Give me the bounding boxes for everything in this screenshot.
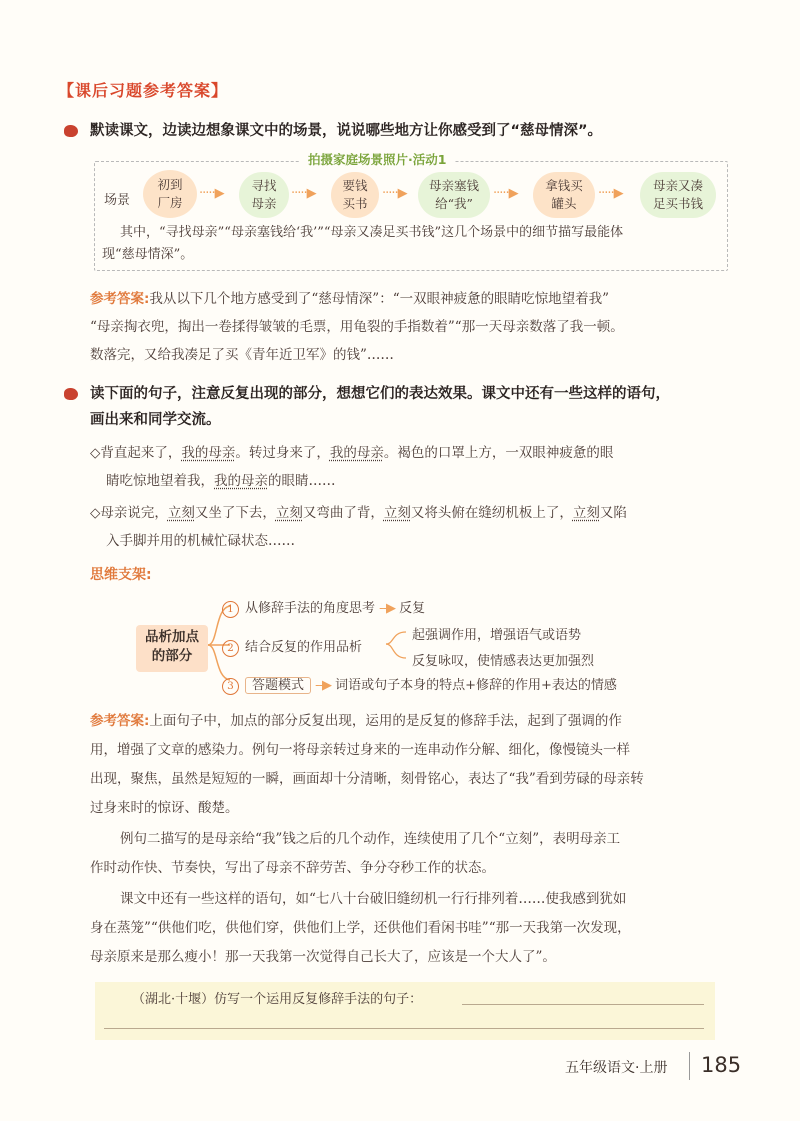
- example-text: 背直起来了，: [100, 445, 182, 461]
- node-line: 母亲塞钱: [428, 178, 479, 193]
- dotted-phrase: 我的母亲: [329, 445, 384, 461]
- bullet-icon: [64, 125, 78, 137]
- node-line: 寻找: [251, 178, 277, 193]
- branch-result: 反复: [399, 601, 426, 616]
- branch-result: 词语或句子本身的特点+修辞的作用+表达的情感: [335, 678, 617, 693]
- dotted-phrase: 立刻: [572, 505, 600, 521]
- branch-2-connectors: [384, 626, 410, 666]
- diamond-icon: ◇: [90, 505, 101, 521]
- node-line: 要钱: [342, 178, 368, 193]
- footer-divider: [689, 1052, 690, 1080]
- number-badge: 1: [222, 601, 239, 618]
- flow-arrow-icon: ·····▶: [382, 186, 407, 201]
- number-badge: 3: [222, 678, 239, 695]
- question-2: 读下面的句子，注意反复出现的部分，想想它们的表达效果。课文中还有一些这样的语句，: [90, 386, 670, 402]
- node-line: 拿钱买: [545, 178, 583, 193]
- answer-line[interactable]: [104, 1027, 704, 1029]
- node-line: 罐头: [551, 196, 577, 211]
- mindmap-branch-1: [222, 597, 425, 618]
- answer-2-line: 出现，聚焦，虽然是短短的一瞬，画面却十分清晰，刻骨铭心，表达了“我”看到劳碌的母亲转: [90, 771, 644, 787]
- answer-2-line: 例句二描写的是母亲给“我”钱之后的几个动作，连续使用了几个“立刻”，表明母亲工: [120, 831, 621, 847]
- node-line: 母亲: [251, 196, 277, 211]
- flow-arrow-icon: ·····▶: [291, 186, 316, 201]
- dotted-phrase: 立刻: [383, 505, 411, 521]
- branch-text: 从修辞手法的角度思考: [245, 601, 376, 616]
- answer-2-line: 作时动作快、节奏快，写出了母亲不辞劳苦、争分夺秒工作的状态。: [90, 860, 495, 876]
- mindmap-center: [136, 625, 208, 672]
- flow-node: [239, 172, 289, 218]
- dotted-phrase: 我的母亲: [214, 473, 268, 489]
- dotted-phrase: 立刻: [167, 505, 195, 521]
- example-text: 又坐了下去，: [194, 505, 276, 521]
- arrow-icon: --▶: [315, 678, 331, 693]
- answer-text: 我从以下几个地方感受到了“慈母情深”：“一双眼神疲惫的眼睛吃惊地望着我”: [149, 291, 610, 307]
- flow-node: [640, 172, 716, 218]
- branch-2-result-2: 反复咏叹，使情感表达更加强烈: [412, 654, 595, 669]
- example-2: [90, 500, 627, 527]
- mindmap-branch-3: [222, 674, 617, 695]
- answer-label: 参考答案:: [90, 291, 150, 307]
- answer-2-line: 母亲原来是那么瘦小！那一天我第一次觉得自己长大了，应该是一个大人了”。: [90, 949, 556, 965]
- node-line: 母亲又凑: [652, 178, 703, 193]
- answer-text: 上面句子中，加点的部分反复出现，运用的是反复的修辞手法，起到了强调的作: [149, 713, 622, 729]
- node-line: 给“我”: [435, 196, 473, 211]
- flow-node: [143, 170, 197, 218]
- flow-node: [418, 172, 490, 218]
- flow-arrow-icon: ·····▶: [493, 186, 518, 201]
- arrow-icon: --▶: [379, 601, 395, 616]
- example-1: [90, 440, 613, 467]
- example-2: 入手脚并用的机械忙碌状态……: [106, 533, 295, 549]
- answer-1-line: [90, 286, 609, 313]
- example-1: [106, 468, 336, 495]
- answer-1-line: “母亲掏衣兜，掏出一卷揉得皱皱的毛票，用龟裂的手指数着”“那一天母亲数落了我一顿。: [90, 319, 624, 335]
- answer-2-line: 过身来时的惊讶、酸楚。: [90, 800, 239, 816]
- branch-text: 结合反复的作用品析: [245, 640, 363, 655]
- flow-node: [533, 172, 595, 218]
- connector-line: [386, 644, 406, 658]
- answer-line[interactable]: [462, 1003, 704, 1005]
- answer-2-line: [90, 708, 622, 735]
- example-text: 。褐色的口罩上方，一双眼神疲惫的眼: [383, 445, 614, 461]
- example-text: 母亲说完，: [100, 505, 168, 521]
- answer-2-line: 课文中还有一些这样的语句，如“七八十台破旧缝纫机一行行排列着……使我感到犹如: [120, 891, 627, 907]
- example-text: 又将头俯在缝纫机板上了，: [410, 505, 573, 521]
- example-text: 又弯曲了背，: [302, 505, 384, 521]
- branch-2-result-1: 起强调作用，增强语气或语势: [412, 628, 582, 643]
- mindmap-branch-2: [222, 636, 362, 657]
- answer-2-line: 身在蒸笼”“供他们吃，供他们穿，供他们上学，还供他们看闲书哇”“那一天我第一次发现，: [90, 920, 631, 936]
- activity-note: 现“慈母情深”。: [102, 247, 194, 262]
- bullet-icon: [64, 388, 78, 400]
- question-1: 默读课文，边读边想象课文中的场景，说说哪些地方让你感受到了“慈母情深”。: [90, 123, 603, 139]
- example-text: 。转过身来了，: [235, 445, 330, 461]
- center-text: 品析加点: [145, 629, 199, 645]
- flow-arrow-icon: ·····▶: [199, 186, 224, 201]
- number-badge: 2: [222, 640, 239, 657]
- answer-label: 参考答案:: [90, 713, 150, 729]
- exercise-prompt: （湖北·十堰）仿写一个运用反复修辞手法的句子：: [132, 992, 423, 1007]
- example-text: 又陷: [599, 505, 627, 521]
- answer-1-line: 数落完，又给我凑足了买《青年近卫军》的钱”……: [90, 347, 394, 363]
- dotted-phrase: 立刻: [275, 505, 303, 521]
- node-line: 买书: [342, 196, 368, 211]
- activity-title: 拍摄家庭场景照片·活动1: [300, 150, 454, 168]
- book-title: 五年级语文·上册: [565, 1060, 668, 1076]
- activity-note: 其中，“寻找母亲”“母亲塞钱给‘我’”“母亲又凑足买书钱”这几个场景中的细节描写最能体: [120, 225, 624, 240]
- connector-line: [386, 632, 406, 644]
- question-2: 画出来和同学交流。: [90, 412, 221, 428]
- mindmap-label: 思维支架:: [90, 567, 152, 583]
- section-title: 【课后习题参考答案】: [58, 81, 229, 100]
- diamond-icon: ◇: [90, 445, 101, 461]
- node-line: 厂房: [157, 195, 183, 210]
- flow-arrow-icon: ·····▶: [598, 186, 623, 201]
- node-line: 足买书钱: [652, 196, 703, 211]
- dotted-phrase: 我的母亲: [181, 445, 236, 461]
- answer-2-line: 用，增强了文章的感染力。例句一将母亲转过身来的一连串动作分解、细化，像慢镜头一样: [90, 742, 630, 758]
- page-number: 185: [701, 1053, 742, 1077]
- example-text: 的眼睛……: [268, 473, 336, 489]
- scene-label: 场景: [104, 193, 131, 208]
- branch-text: 答题模式: [245, 677, 311, 694]
- center-text: 的部分: [151, 648, 193, 664]
- example-text: 睛吃惊地望着我，: [106, 473, 214, 489]
- node-line: 初到: [157, 177, 183, 192]
- flow-node: [331, 172, 379, 218]
